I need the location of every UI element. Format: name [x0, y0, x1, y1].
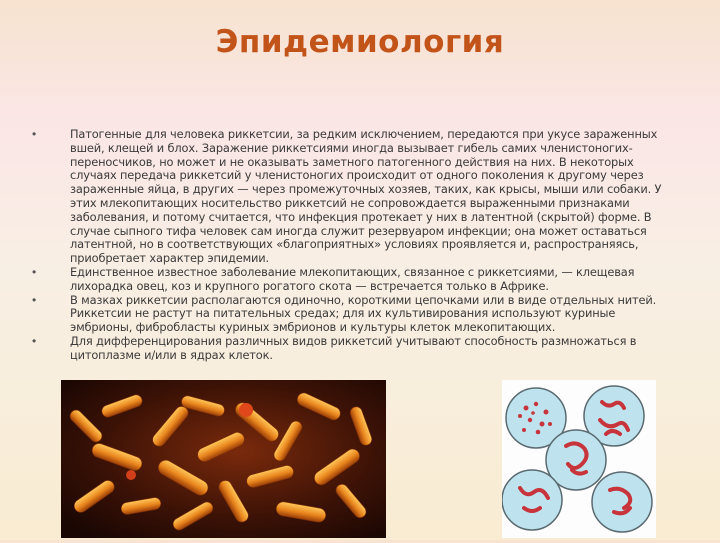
cell-smears-illustration [502, 380, 656, 538]
bullet-text: В мазках риккетсии располагаются одиночно, короткими цепочками или в виде отдельных нитей. Риккетсии не растут на питательных средах; для их культивирования используют куриные эмбрионы, фибробласты куриных эмбрионов и культуры клеток млекопитающих. [70, 292, 657, 335]
bullet-text: Для дифференцирования различных видов риккетсий учитывают способность размножаться в цитоплазме и/или в ядрах клеток. [70, 333, 637, 362]
bullet-dot-icon: • [32, 333, 37, 348]
rickettsia-micrograph-image [61, 380, 386, 538]
slide-title: Эпидемиология [215, 24, 505, 60]
bullet-dot-icon: • [32, 264, 37, 279]
bullet-list [30, 128, 680, 363]
bullet-dot-icon: • [32, 127, 37, 141]
stained-cells-image [502, 380, 656, 538]
bullet-dot-icon: • [32, 292, 37, 307]
bullet-item [30, 128, 680, 266]
bullet-item [30, 335, 680, 363]
bacteria-illustration [61, 380, 386, 538]
bullet-item [30, 294, 680, 335]
bullet-text: Патогенные для человека риккетсии, за редким исключением, передаются при укусе зараженных вшей, клещей и блох. Заражение риккетсиями иногда вызывает гибель самих членистоногих-переносчиков, но может и не оказывать заметного патогенного действия на них. В некоторых случаях передача риккетсий у членистоногих происходит от одного поколения к другому через зараженные яйца, в других — через промежуточных хозяев, таких, как крысы, мыши или собаки. У этих млекопитающих носительство риккетсий не сопровождается выраженными признаками заболевания, и потому считается, что инфекция протекает у них в латентной (скрытой) форме. В случае сыпного тифа человек сам иногда служит резервуаром инфекции; она может оставаться латентной, но в соответствующих «благоприятных» условиях проявляется и, распространяясь, приобретает характер эпидемии. [70, 127, 662, 266]
bullet-item [30, 266, 680, 294]
bullet-text: Единственное известное заболевание млекопитающих, связанное с риккетсиями, — клещевая лихорадка овец, коз и крупного рогатого скота — встречается только в Африке. [70, 264, 635, 293]
